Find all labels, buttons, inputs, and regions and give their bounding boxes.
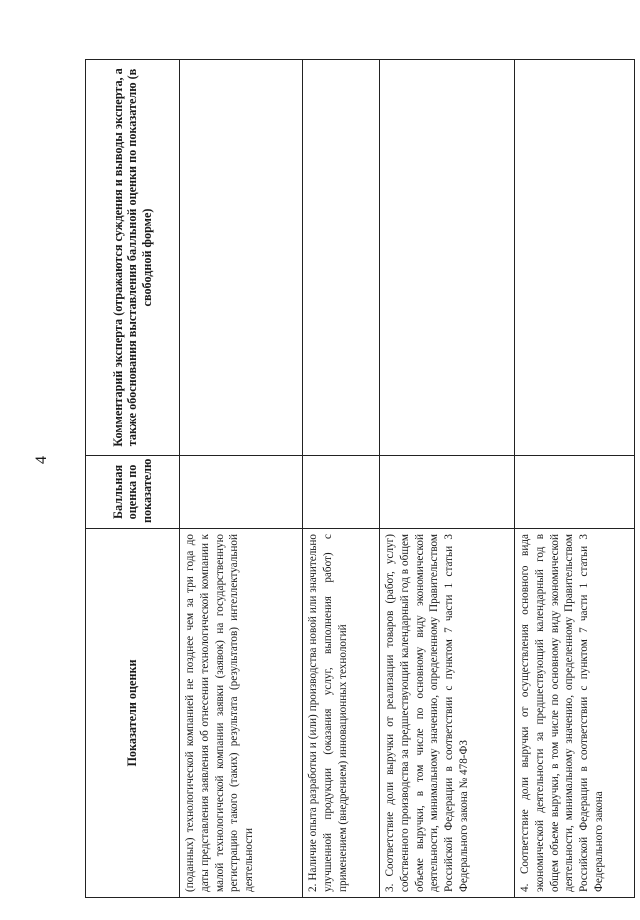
comment-cell — [515, 60, 635, 456]
header-comment: Комментарий эксперта (отражаются суждения и выводы эксперта, а также обоснования выставления балльной оценки по показателю (в свободной форме) — [86, 60, 180, 456]
evaluation-table — [85, 59, 635, 898]
table-row — [380, 60, 515, 898]
indicator-cell: (поданных) технологической компанией не позднее чем за три года до даты представления заявления об отнесении технологической компании к малой технологической компании заявки (заявок) на государственную регистрацию такого (таких) результата (результатов) интеллектуальной деятельности — [180, 529, 303, 898]
table-row — [515, 60, 635, 898]
comment-cell — [303, 60, 380, 456]
score-cell — [380, 456, 515, 529]
table-row — [303, 60, 380, 898]
header-indicators: Показатели оценки — [86, 529, 180, 898]
indicator-cell: 4. Соответствие доли выручки от осуществления основного вида экономической деятельности за предшествующий календарный год в общем объеме выручки, в том числе по основному виду экономической деятельности, минимальному значению, определенному Правительством Российской Федерации в соответствии с пунктом 7 части 1 статьи 3 Федерального закона — [515, 529, 635, 898]
evaluation-table-wrapper — [85, 60, 605, 898]
score-cell — [515, 456, 635, 529]
table-header-row — [86, 60, 180, 898]
header-score: Балльная оценка по показателю — [86, 456, 180, 529]
page-number: 4 — [33, 456, 50, 464]
comment-cell — [180, 60, 303, 456]
indicator-cell: 2. Наличие опыта разработки и (или) производства новой или значительно улучшенной продукции (оказания услуг, выполнения работ) с применением (внедрением) инновационных технологий — [303, 529, 380, 898]
evaluation-table-landscape — [85, 60, 605, 898]
score-cell — [303, 456, 380, 529]
table-row — [180, 60, 303, 898]
comment-cell — [380, 60, 515, 456]
score-cell — [180, 456, 303, 529]
indicator-cell: 3. Соответствие доли выручки от реализации товаров (работ, услуг) собственного производства за предшествующий календарный год в общем объеме выручки, в том числе по основному виду экономической деятельности, минимальному значению, определенному Правительством Российской Федерации в соответствии с пунктом 7 части 1 статьи 3 Федерального закона № 478-ФЗ — [380, 529, 515, 898]
